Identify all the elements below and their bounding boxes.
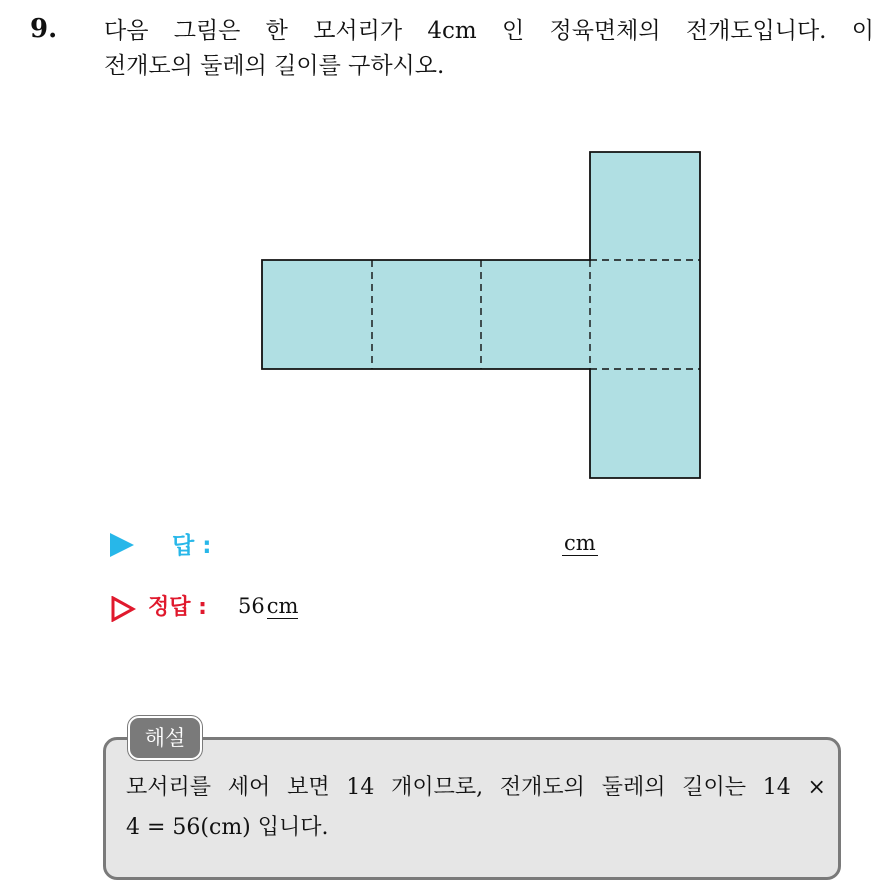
- cube-net: [262, 152, 700, 478]
- correct-answer-row: [110, 588, 410, 624]
- answer-row: [110, 527, 596, 561]
- answer-marker-icon: [110, 533, 134, 557]
- question-number: 9.: [30, 14, 58, 44]
- answer-label: 답 :: [172, 533, 212, 559]
- question-line-1: 다음 그림은 한 모서리가 4cm 인 정육면체의 전개도입니다. 이: [104, 18, 874, 44]
- answer-unit: cm: [564, 531, 596, 555]
- correct-marker-icon: [110, 596, 136, 622]
- question-line-2: 전개도의 둘레의 길이를 구하시오.: [104, 53, 445, 79]
- correct-answer-unit: cm: [266, 594, 299, 618]
- solution-line-2: 4 = 56(cm) 입니다.: [126, 815, 329, 840]
- correct-answer-value: [238, 594, 298, 618]
- solution-text: [126, 768, 826, 848]
- solution-line-1: 모서리를 세어 보면 14 개이므로, 전개도의 둘레의 길이는 14 ×: [126, 775, 826, 800]
- correct-answer-label: 정답 :: [148, 595, 207, 620]
- solution-tag: 해설: [128, 716, 202, 760]
- correct-answer-number: 56: [238, 594, 265, 618]
